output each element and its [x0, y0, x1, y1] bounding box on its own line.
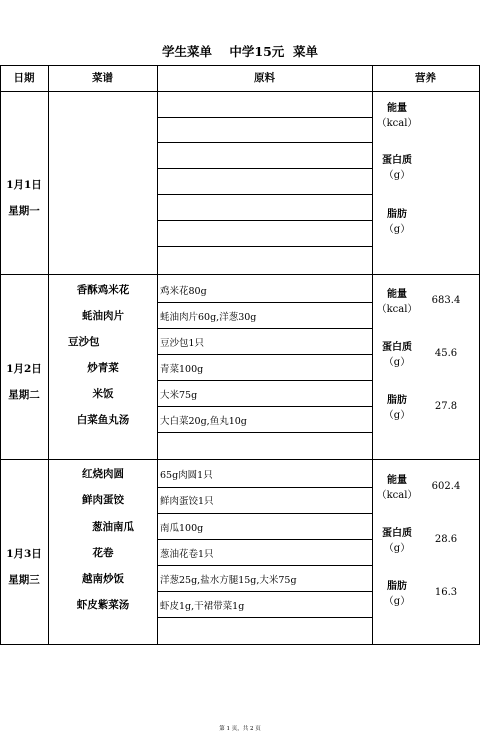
row-line [157, 302, 372, 303]
energy-label: 能量 （kcal） [376, 289, 418, 315]
day-date: 1月1日 [6, 179, 42, 191]
row-line [157, 539, 372, 540]
row-line [157, 220, 372, 221]
fat-label: 脂肪 （g） [383, 581, 411, 607]
protein-value: 28.6 [434, 534, 458, 545]
dish-name: 米饭 [92, 388, 114, 400]
ingredient-text: 虾皮1g,干裙带菜1g [160, 601, 245, 612]
dish-name: 豆沙包 [68, 336, 100, 348]
row-line [157, 246, 372, 247]
page-footer: 第 1 页，共 2 页 [219, 726, 261, 732]
row-line [157, 406, 372, 407]
protein-value: 45.6 [434, 348, 458, 359]
ingredient-text: 豆沙包1只 [160, 338, 205, 349]
day-date: 1月3日 [6, 548, 42, 560]
row-line [157, 328, 372, 329]
ingredient-text: 65g肉圆1只 [160, 470, 213, 481]
dish-name: 葱油南瓜 [92, 521, 134, 533]
protein-label: 蛋白质 （g） [382, 342, 412, 368]
dish-name: 炒青菜 [87, 362, 119, 374]
ingredient-text: 青菜100g [160, 364, 204, 375]
protein-label: 蛋白质 （g） [382, 155, 412, 181]
day-date: 1月2日 [6, 363, 42, 375]
menu-title: 学生菜单 中学15元 菜单 [161, 44, 318, 59]
row-line [157, 513, 372, 514]
ingredient-text: 鲜肉蛋饺1只 [160, 496, 214, 507]
energy-label: 能量 （kcal） [376, 103, 418, 129]
day-weekday: 星期二 [8, 389, 40, 401]
header-menu: 菜谱 [92, 72, 113, 84]
row-line [157, 380, 372, 381]
row-line [157, 354, 372, 355]
fat-value: 27.8 [434, 401, 458, 412]
fat-label: 脂肪 （g） [383, 209, 411, 235]
ingredient-text: 蚝油肉片60g,洋葱30g [160, 312, 257, 323]
row-line [157, 194, 372, 195]
energy-label: 能量 （kcal） [376, 475, 418, 501]
header-divider [0, 91, 480, 92]
ingredient-text: 大米75g [160, 390, 198, 401]
day-divider [0, 274, 480, 275]
row-line [157, 168, 372, 169]
header-ingredients: 原料 [254, 72, 275, 84]
ingredient-text: 大白菜20g,鱼丸10g [160, 416, 247, 427]
header-nutrition: 营养 [415, 72, 436, 84]
fat-label: 脂肪 （g） [383, 395, 411, 421]
row-line [157, 117, 372, 118]
energy-value: 683.4 [431, 295, 461, 306]
dish-name: 鲜肉蛋饺 [82, 494, 124, 506]
day-weekday: 星期一 [8, 205, 40, 217]
row-line [157, 142, 372, 143]
ingredient-text: 洋葱25g,盐水方腿15g,大米75g [160, 575, 297, 586]
day-weekday: 星期三 [8, 574, 40, 586]
energy-value: 602.4 [431, 481, 461, 492]
dish-name: 越南炒饭 [82, 573, 124, 585]
row-line [157, 487, 372, 488]
dish-name: 虾皮紫菜汤 [76, 599, 130, 611]
ingredient-text: 鸡米花80g [160, 286, 207, 297]
fat-value: 16.3 [434, 587, 458, 598]
row-line [157, 432, 372, 433]
protein-label: 蛋白质 （g） [382, 528, 412, 554]
dish-name: 白菜鱼丸汤 [76, 414, 130, 426]
row-line [157, 591, 372, 592]
dish-name: 花卷 [92, 547, 114, 559]
dish-name: 蚝油肉片 [82, 310, 124, 322]
ingredient-text: 葱油花卷1只 [160, 549, 214, 560]
row-line [157, 617, 372, 618]
dish-name: 红烧肉圆 [82, 468, 124, 480]
ingredient-text: 南瓜100g [160, 523, 204, 534]
day-divider [0, 459, 480, 460]
row-line [157, 565, 372, 566]
dish-name: 香酥鸡米花 [76, 284, 130, 296]
header-date: 日期 [13, 72, 35, 84]
